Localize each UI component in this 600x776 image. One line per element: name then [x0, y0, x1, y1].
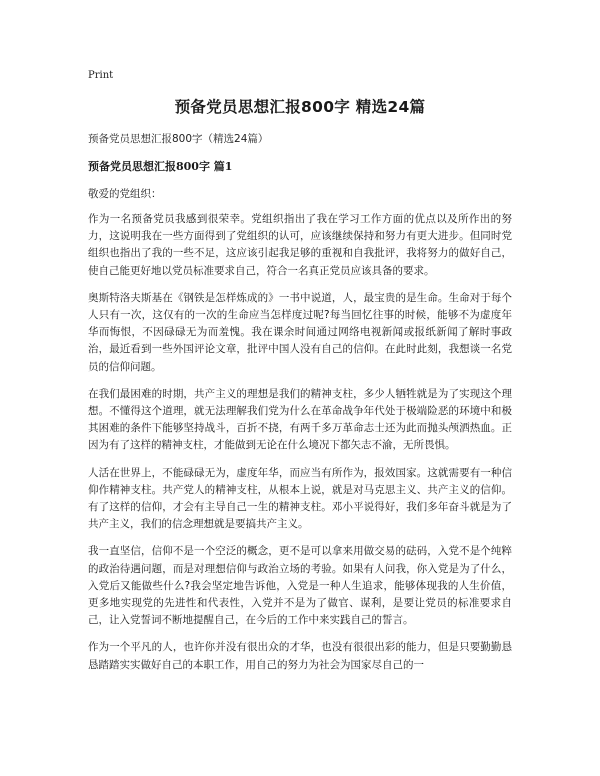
paragraph: 奥斯特洛夫斯基在《钢铁是怎样炼成的》一书中说道，人，最宝贵的是生命。生命对于每个人只有一次，这仅有的一次的生命应当怎样度过呢?每当回忆往事的时候，能够不为虚度年华而悔恨，不因碌碌无为而羞愧。我在课余时间通过网络电视新闻或报纸新闻了解时事政治，最近看到一些外国评论文章，批评中国人没有自己的信仰。在此时此刻，我想谈一名党员的信仰问题。: [88, 291, 512, 373]
paragraph: 人活在世界上，不能碌碌无为，虚度年华，而应当有所作为，报效国家。这就需要有一种信仰作精神支柱。共产党人的精神支柱，从根本上说，就是对马克思主义、共产主义的信仰。有了这样的信仰，才会有主导自己一生的精神支柱。邓小平说得好，我们多年奋斗就是为了共产主义，我们的信念理想就是要搞共产主义。: [88, 466, 512, 531]
print-label: Print: [88, 70, 114, 81]
paragraph: 在我们最困难的时期，共产主义的理想是我们的精神支柱，多少人牺牲就是为了实现这个理想。不懂得这个道理，就无法理解我们党为什么在革命战争年代处于极端险恶的环境中和极其困难的条件下能够坚持战斗，百折不挠，有两千多万革命志士还为此而抛头颅洒热血。正因为有了这样的精神支柱，才能做到无论在什么境况下都矢志不渝，无所畏惧。: [88, 387, 512, 452]
paragraph: 我一直坚信，信仰不是一个空泛的概念，更不是可以拿来用做交易的砝码，入党不是个纯粹的政治待遇问题，而是对理想信仰与政治立场的考验。如果有人问我，你入党是为了什么，入党后又能做些什么?我会坚定地告诉他，入党是一种人生追求，能够体现我的人生价值，更多地实现党的先进性和代表性，入党并不是为了做官、谋利，是要让党员的标准要求自己，让入党誓词不断地提醒自己，在今后的工作中来实践自己的誓言。: [88, 545, 512, 627]
paragraph: 作为一名预备党员我感到很荣幸。党组织指出了我在学习工作方面的优点以及所作出的努力，这说明我在一些方面得到了党组织的认可，应该继续保持和努力有更大进步。但同时党组织也指出了我的一些不足，这应该引起我足够的重视和自我批评，我将努力的做好自己，使自己能更好地以党员标准要求自己，符合一名真正党员应该具备的要求。: [88, 213, 512, 277]
paragraph: 作为一个平凡的人，也许你并没有很出众的才华，也没有很很出彩的能力，但是只要勤勤恳恳踏踏实实做好自己的本职工作，用自己的努力为社会为国家尽自己的一: [88, 641, 512, 671]
section-title: 预备党员思想汇报800字 篇1: [88, 160, 233, 173]
document-title: 预备党员思想汇报800字 精选24篇: [174, 98, 426, 116]
salutation: 敬爱的党组织：: [88, 188, 162, 200]
document-subtitle: 预备党员思想汇报800字（精选24篇）: [88, 133, 269, 145]
